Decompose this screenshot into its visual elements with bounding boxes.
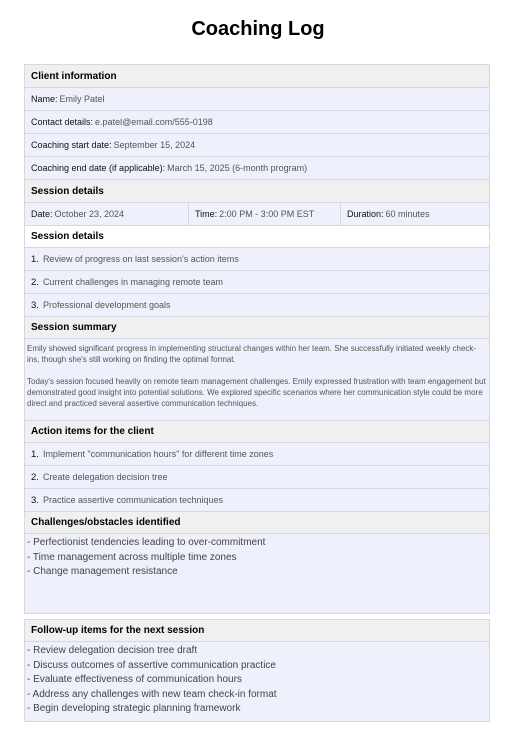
list-item: - Evaluate effectiveness of communication hours bbox=[27, 674, 242, 686]
contact-row bbox=[24, 111, 490, 134]
duration-label: Duration: bbox=[347, 209, 384, 219]
follow-up-list bbox=[24, 642, 490, 722]
list-item bbox=[24, 271, 490, 294]
section-header-session-topics bbox=[24, 226, 490, 248]
list-item bbox=[24, 294, 490, 317]
name-value: Emily Patel bbox=[59, 94, 105, 104]
date-label: Date: bbox=[31, 209, 53, 219]
section-title: Session details bbox=[31, 231, 104, 242]
section-header-client-info bbox=[24, 65, 490, 88]
end-date-label: Coaching end date (if applicable): bbox=[31, 163, 166, 173]
item-number: 2. bbox=[31, 471, 39, 483]
item-number: 1. bbox=[31, 448, 39, 460]
section-header-session-details bbox=[24, 180, 490, 203]
list-item bbox=[24, 443, 490, 466]
duration-value: 60 minutes bbox=[385, 209, 430, 219]
list-item: - Time management across multiple time zones bbox=[27, 551, 237, 563]
section-title: Challenges/obstacles identified bbox=[31, 517, 181, 528]
list-item bbox=[24, 489, 490, 512]
section-title: Action items for the client bbox=[31, 426, 154, 437]
item-number: 2. bbox=[31, 276, 39, 288]
item-number: 1. bbox=[31, 253, 39, 265]
duration-cell bbox=[340, 203, 489, 225]
list-item: - Address any challenges with new team check-in format bbox=[27, 688, 277, 700]
item-text: Practice assertive communication techniques bbox=[42, 495, 224, 505]
date-value: October 23, 2024 bbox=[54, 209, 125, 219]
list-item: - Review delegation decision tree draft bbox=[27, 645, 198, 656]
time-label: Time: bbox=[195, 209, 218, 219]
item-text: Review of progress on last session's action items bbox=[42, 254, 239, 264]
name-row bbox=[24, 88, 490, 111]
item-text: Professional development goals bbox=[42, 300, 171, 310]
section-title: Session details bbox=[31, 185, 104, 197]
session-datetime-row bbox=[24, 203, 490, 226]
end-date-row bbox=[24, 157, 490, 180]
list-item: - Change management resistance bbox=[27, 566, 178, 578]
section-header-action-items bbox=[24, 421, 490, 443]
item-number: 3. bbox=[31, 494, 39, 506]
item-text: Create delegation decision tree bbox=[42, 472, 168, 482]
time-value: 2:00 PM - 3:00 PM EST bbox=[219, 209, 315, 219]
time-cell bbox=[188, 203, 340, 225]
coaching-log-table bbox=[24, 64, 490, 722]
section-header-challenges bbox=[24, 512, 490, 534]
date-cell bbox=[25, 203, 188, 225]
end-date-value: March 15, 2025 (6-month program) bbox=[167, 163, 308, 173]
session-summary-text bbox=[24, 339, 490, 421]
section-title: Follow-up items for the next session bbox=[31, 625, 205, 636]
list-item bbox=[24, 248, 490, 271]
item-text: Implement "communication hours" for different time zones bbox=[42, 449, 274, 459]
start-date-row bbox=[24, 134, 490, 157]
section-header-session-summary bbox=[24, 317, 490, 339]
contact-label: Contact details: bbox=[31, 117, 94, 127]
start-date-label: Coaching start date: bbox=[31, 140, 112, 150]
summary-paragraph: Today's session focused heavily on remote team management challenges. Emily expressed frustration with team engagement but demonstrated good insight into potential solutions. We explored specific scenarios where her communication style could be more direct and practiced several assertive communication techniques. bbox=[27, 377, 486, 408]
list-item bbox=[24, 466, 490, 489]
section-title: Client information bbox=[31, 70, 117, 82]
item-number: 3. bbox=[31, 299, 39, 311]
list-item: - Discuss outcomes of assertive communication practice bbox=[27, 659, 276, 671]
challenges-list bbox=[24, 534, 490, 614]
start-date-value: September 15, 2024 bbox=[113, 140, 196, 150]
item-text: Current challenges in managing remote team bbox=[42, 277, 224, 287]
summary-paragraph: Emily showed significant progress in implementing structural changes within her team. She successfully initiated weekly check-ins, though she's still working on finding the optimal format. bbox=[27, 344, 477, 364]
contact-value: e.patel@email.com/555-0198 bbox=[95, 117, 213, 127]
list-item: - Perfectionist tendencies leading to over-commitment bbox=[27, 537, 266, 548]
section-title: Session summary bbox=[31, 322, 117, 333]
page-title: Coaching Log bbox=[191, 18, 325, 40]
list-item: - Begin developing strategic planning framework bbox=[27, 703, 241, 715]
section-header-follow-up bbox=[24, 620, 490, 642]
name-label: Name: bbox=[31, 94, 58, 104]
